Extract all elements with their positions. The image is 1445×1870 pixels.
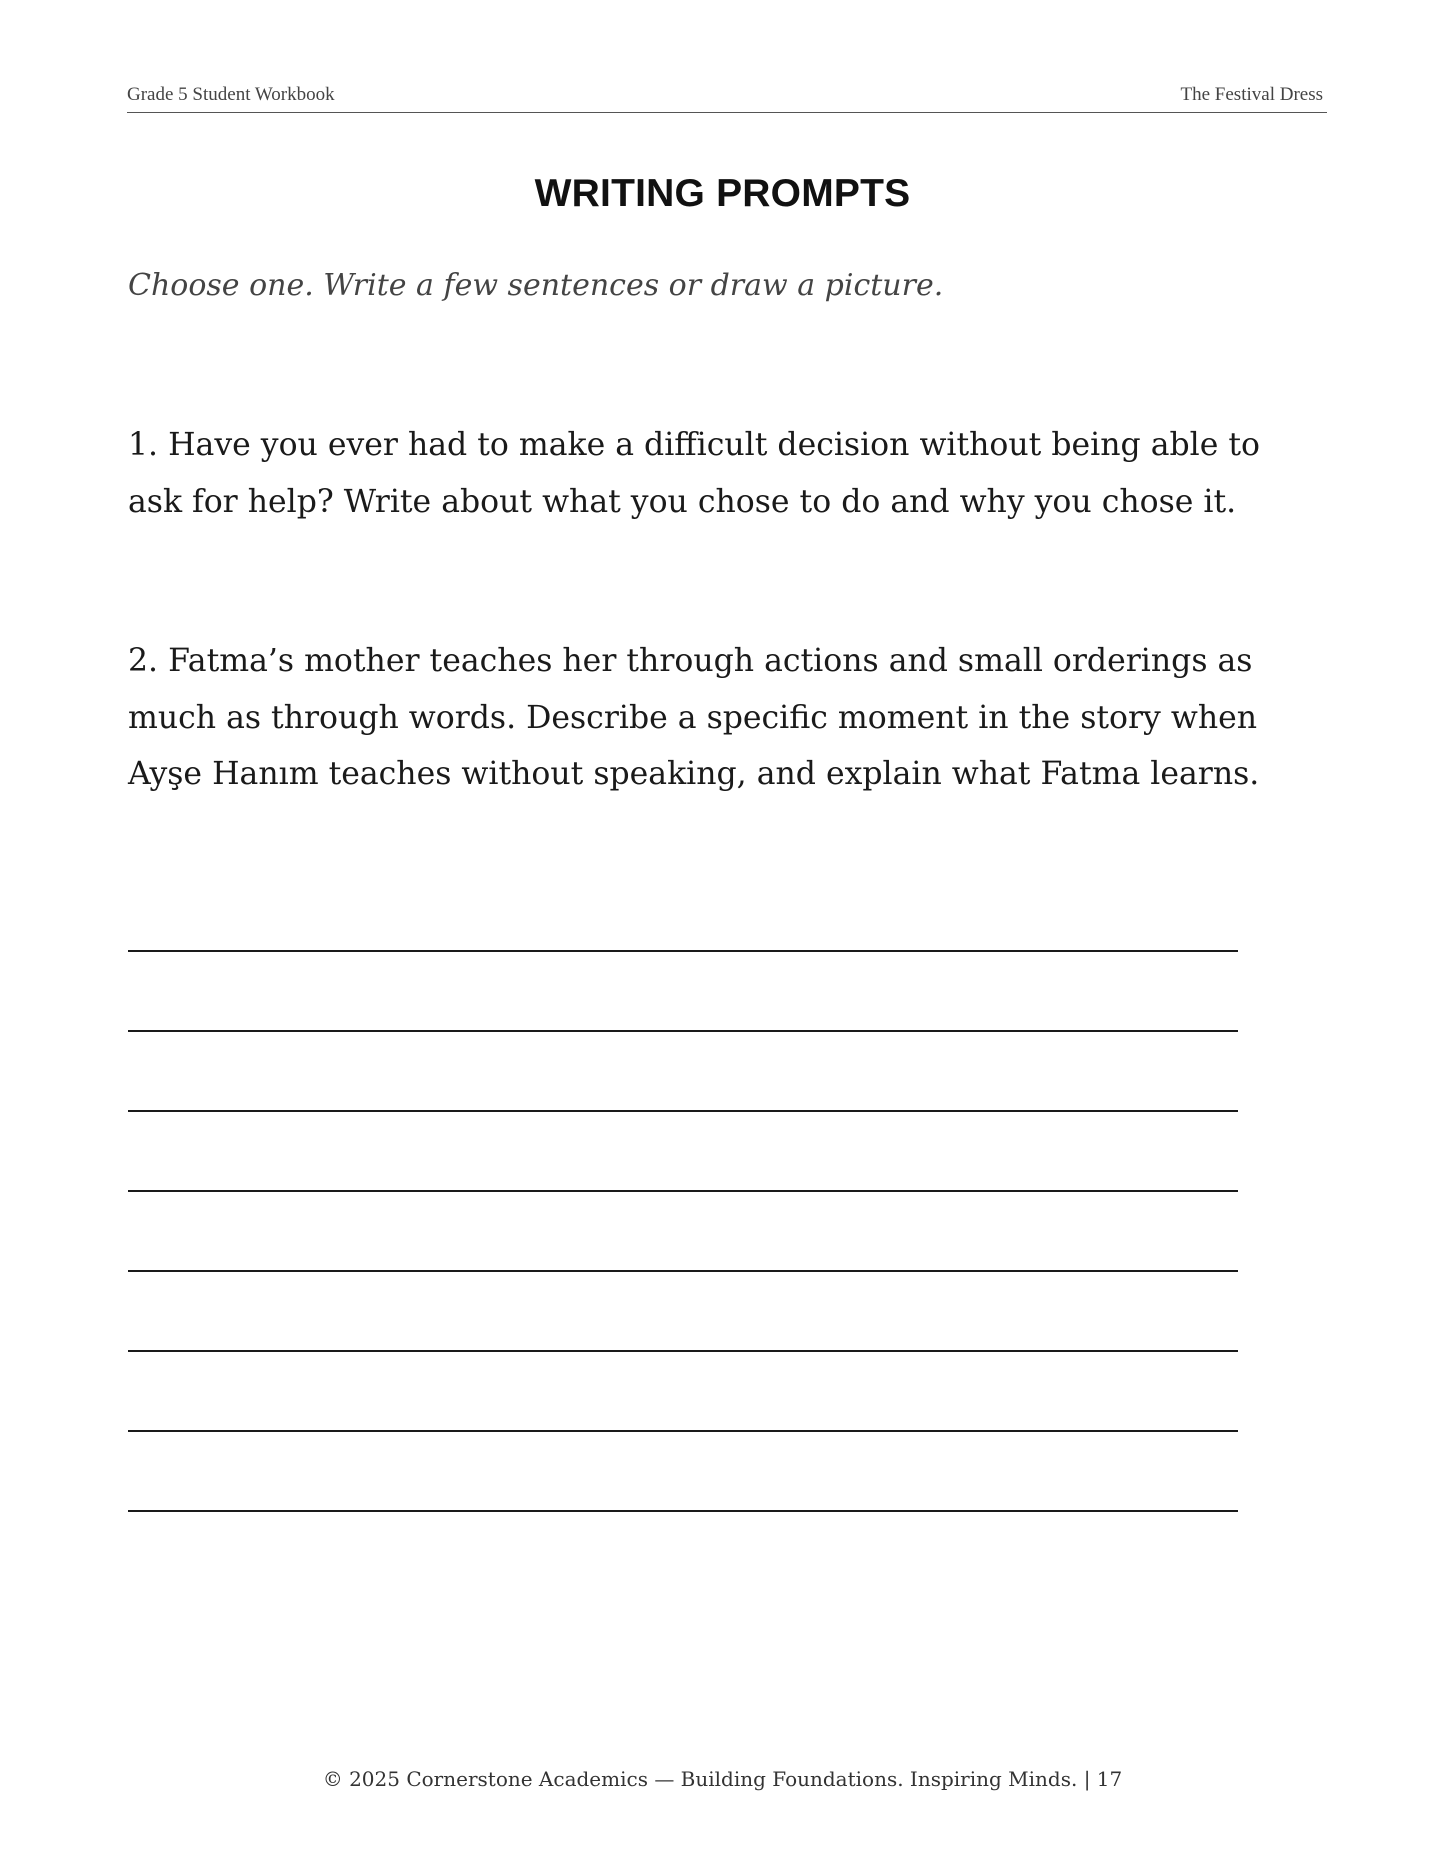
writing-line[interactable] xyxy=(128,950,1238,952)
writing-line[interactable] xyxy=(128,1510,1238,1512)
writing-prompt-2: 2. Fatma’s mother teaches her through actions and small orderings as much as through words. Describe a specific moment in the story when Ayşe Hanım teaches without speaking, and explain what Fatma learns. xyxy=(128,643,1260,792)
page-footer: © 2025 Cornerstone Academics — Building Foundations. Inspiring Minds. | 17 xyxy=(322,1767,1123,1791)
writing-line[interactable] xyxy=(128,1270,1238,1272)
page-title: WRITING PROMPTS xyxy=(534,172,911,215)
writing-prompt-1: 1. Have you ever had to make a difficult decision without being able to ask for help? Write about what you chose to do and why you chose it. xyxy=(128,427,1260,520)
writing-line[interactable] xyxy=(128,1430,1238,1432)
header-workbook-title: Grade 5 Student Workbook xyxy=(127,84,335,105)
header-story-title: The Festival Dress xyxy=(1180,84,1323,105)
writing-line[interactable] xyxy=(128,1350,1238,1352)
page-header xyxy=(127,82,1327,113)
writing-line[interactable] xyxy=(128,1030,1238,1032)
instructions-text: Choose one. Write a few sentences or draw a picture. xyxy=(128,268,944,303)
writing-line[interactable] xyxy=(128,1190,1238,1192)
writing-line[interactable] xyxy=(128,1110,1238,1112)
